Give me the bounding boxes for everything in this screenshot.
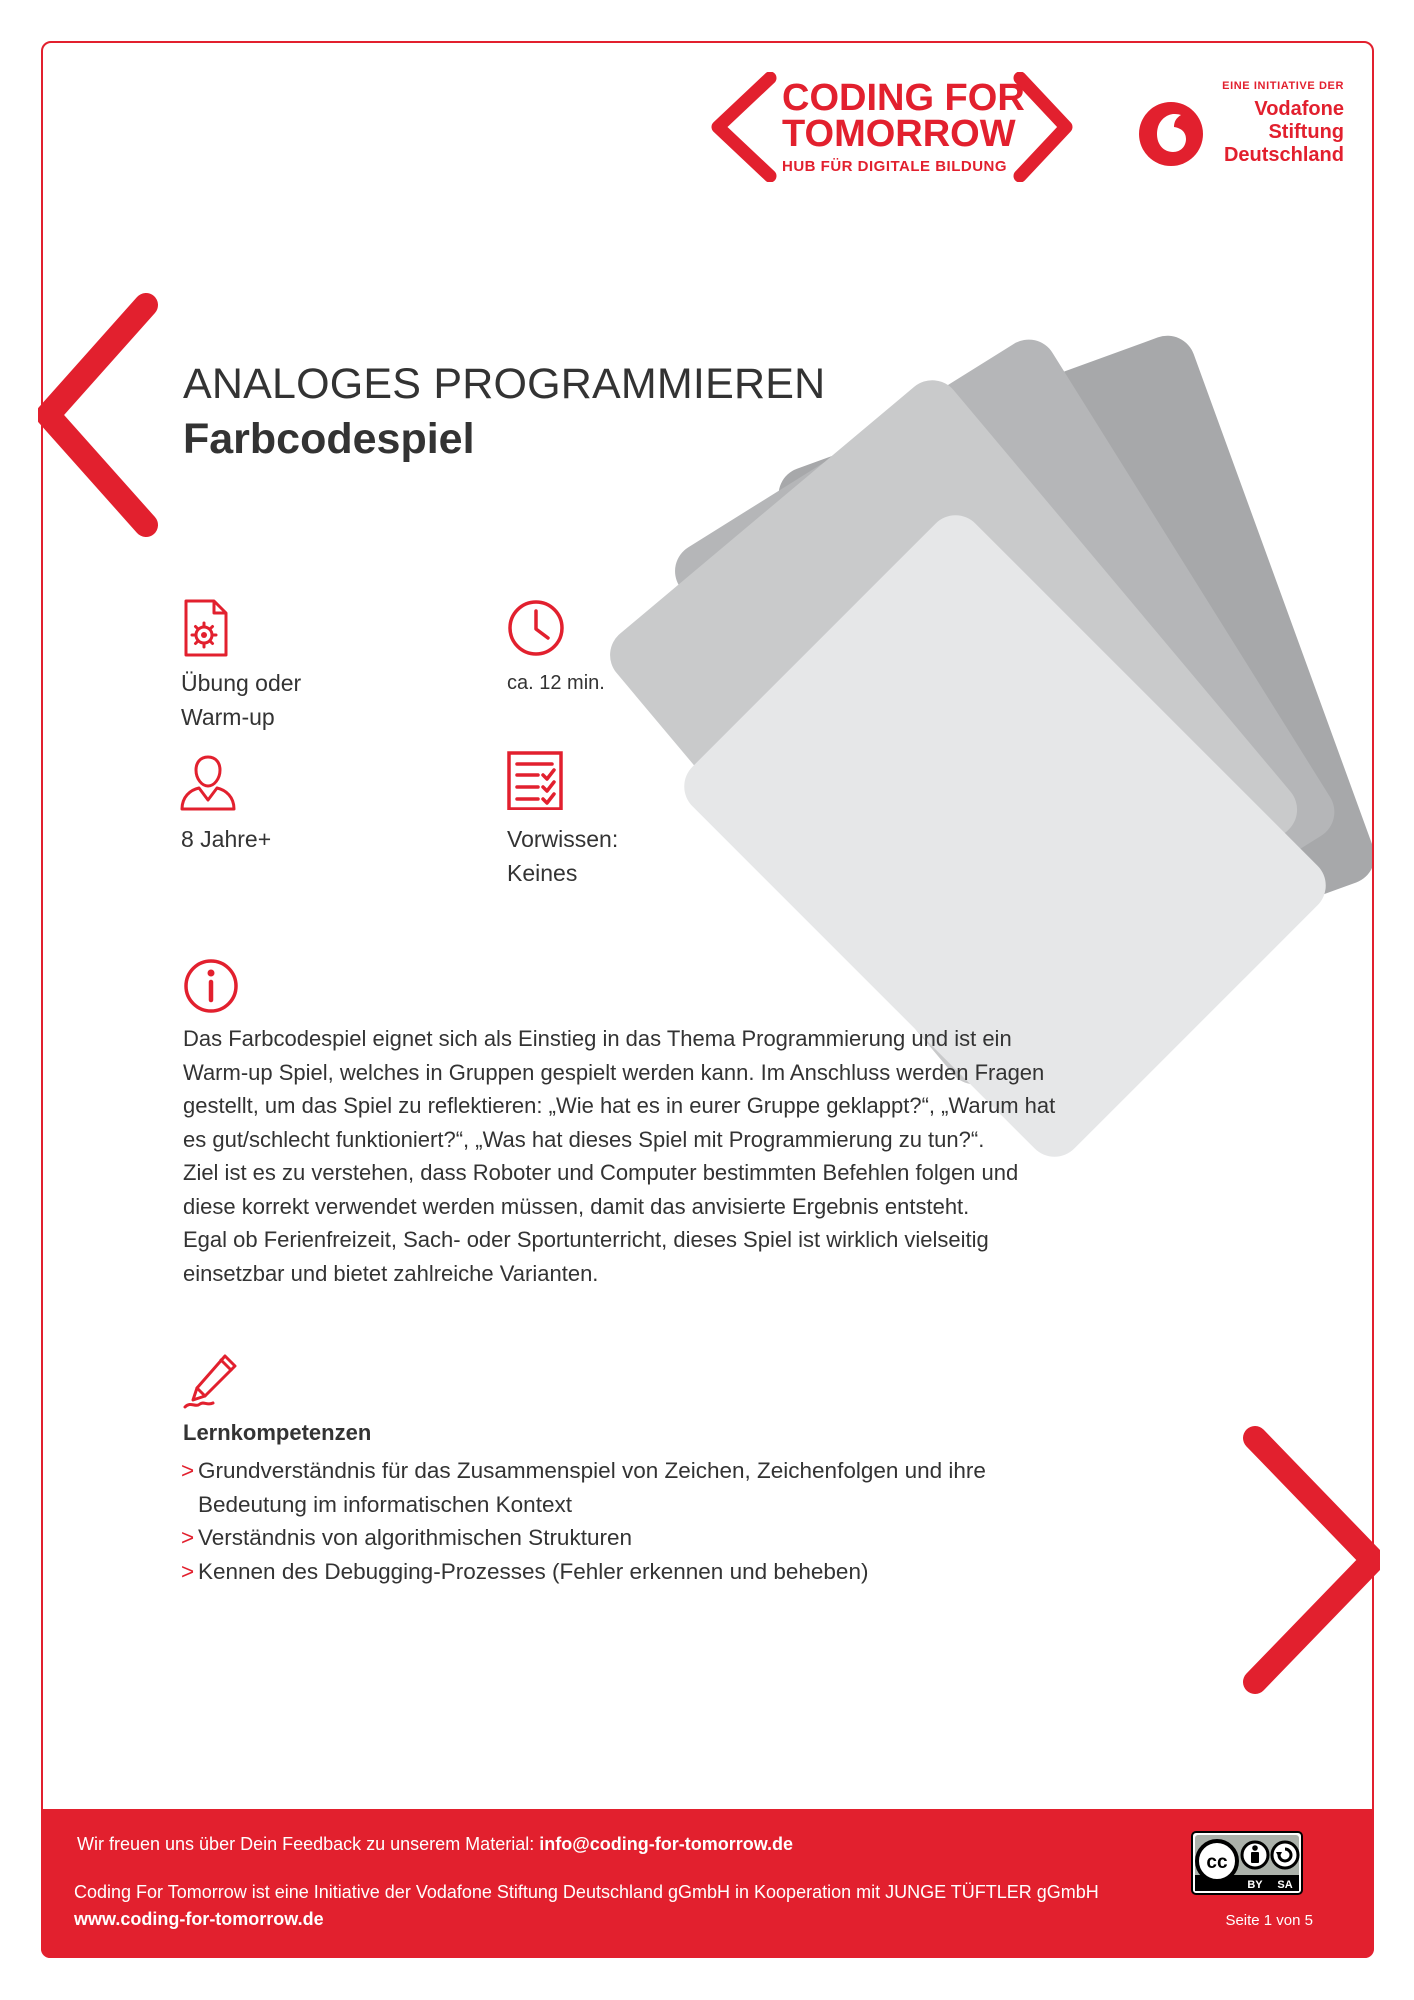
vodafone-name-line-1: Vodafone: [1254, 98, 1344, 120]
page-kicker: ANALOGES PROGRAMMIEREN: [183, 360, 826, 408]
coding-for-tomorrow-logo[interactable]: [782, 77, 1025, 175]
description-line: Ziel ist es zu verstehen, dass Roboter und Computer bestimmten Befehlen folgen und: [183, 1160, 1019, 1185]
clock-icon: [506, 598, 566, 658]
description-line: Egal ob Ferienfreizeit, Sach- oder Sportunterricht, dieses Spiel ist wirklich vielseitig: [183, 1227, 989, 1252]
description-line: Warm-up Spiel, welches in Gruppen gespielt werden kann. Im Anschluss werden Fragen: [183, 1059, 1045, 1085]
description-line: diese korrekt verwendet werden müssen, damit das anvisierte Ergebnis entsteht.: [183, 1193, 970, 1219]
description: [183, 1022, 1113, 1290]
footer-url-link[interactable]: www.coding-for-tomorrow.de: [74, 1909, 324, 1929]
competencies-list: [183, 1454, 1083, 1588]
footer-initiative: Coding For Tomorrow ist eine Initiative der Vodafone Stiftung Deutschland gGmbH in Kooperation mit JUNGE TÜFTLER gGmbH: [74, 1882, 1099, 1902]
cc-by-sa-license-icon[interactable]: [1191, 1831, 1303, 1895]
meta-type-line-1: Übung oder: [181, 670, 302, 696]
list-item-text: Kennen des Debugging-Prozesses (Fehler erkennen und beheben): [198, 1558, 869, 1584]
description-line: es gut/schlecht funktioniert?“, „Was hat dieses Spiel mit Programmierung zu tun?“.: [183, 1126, 985, 1152]
person-icon: [178, 752, 238, 812]
page-title: Farbcodespiel: [183, 415, 475, 463]
chevron-right-decoration-icon: [1235, 1420, 1380, 1700]
chevron-right-icon: >: [181, 1558, 195, 1584]
document-gear-icon: [178, 598, 238, 658]
cc-by-label: BY: [1247, 1879, 1263, 1891]
vodafone-speechmark-icon: [1137, 100, 1205, 168]
logo-tagline: HUB FÜR DIGITALE BILDUNG: [782, 158, 1008, 175]
description-line: Das Farbcodespiel eignet sich als Einstieg in das Thema Programmierung und ist ein: [183, 1026, 1012, 1051]
footer-feedback-text: Wir freuen uns über Dein Feedback zu unserem Material:: [77, 1834, 540, 1854]
logo-line-1: CODING FOR: [782, 77, 1025, 119]
page-number: Seite 1 von 5: [1225, 1912, 1313, 1929]
footer: [41, 1809, 1374, 1958]
meta-prior-line-1: Vorwissen:: [507, 826, 619, 852]
list-item-text: Grundverständnis für das Zusammenspiel von Zeichen, Zeichenfolgen und ihre: [198, 1458, 986, 1483]
logo-line-2: TOMORROW: [782, 113, 1016, 155]
chevron-right-icon: >: [181, 1525, 195, 1550]
vodafone-name-line-2: Stiftung: [1268, 121, 1344, 143]
checklist-icon: [506, 750, 566, 810]
vodafone-name-line-3: Deutschland: [1223, 144, 1344, 166]
meta-time: ca. 12 min.: [507, 672, 605, 694]
list-item-text: Verständnis von algorithmischen Strukturen: [198, 1525, 632, 1550]
meta-type: [181, 666, 301, 734]
list-item: [183, 1454, 1083, 1521]
list-item: [183, 1521, 1083, 1555]
feedback-email-link[interactable]: info@coding-for-tomorrow.de: [539, 1834, 794, 1854]
description-line: gestellt, um das Spiel zu reflektieren: „Wie hat es in eurer Gruppe geklappt?“, „Warum hat: [183, 1093, 1056, 1118]
info-icon: [183, 958, 239, 1014]
meta-prior-line-2: Keines: [507, 860, 578, 886]
meta-type-line-2: Warm-up: [181, 704, 275, 730]
footer-feedback: [77, 1834, 793, 1855]
list-item: [183, 1555, 1083, 1589]
cc-sa-label: SA: [1277, 1879, 1293, 1891]
competencies-title: Lernkompetenzen: [183, 1420, 372, 1445]
pencil-icon: [181, 1352, 239, 1410]
meta-prior-knowledge: [507, 822, 618, 890]
vodafone-stiftung-logo[interactable]: [1208, 80, 1344, 167]
list-item-text-continued: Bedeutung im informatischen Kontext: [198, 1491, 572, 1517]
description-line: einsetzbar und bietet zahlreiche Varianten.: [183, 1260, 599, 1286]
cc-mark: cc: [1206, 1852, 1228, 1873]
vodafone-kicker: EINE INITIATIVE DER: [1222, 80, 1344, 92]
chevron-right-icon: >: [181, 1458, 195, 1483]
chevron-left-decoration-icon: [38, 290, 168, 540]
meta-age: 8 Jahre+: [181, 826, 272, 852]
